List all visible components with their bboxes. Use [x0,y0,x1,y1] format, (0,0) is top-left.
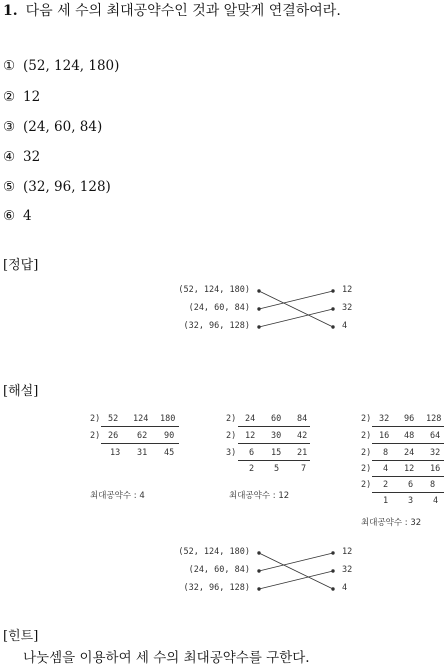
div-cell: 64 [430,431,441,441]
div-cell: 4 [433,496,439,506]
match-left-3: (32, 96, 128) [183,321,250,331]
div-cell: 15 [271,448,282,458]
div-cell: 12 [404,464,415,474]
option-text: (24, 60, 84) [23,119,103,135]
gcd-label-1: 최대공약수 : 4 [90,491,145,501]
div-cell: 21 [297,448,308,458]
div-cell: 16 [430,464,441,474]
match-dot [332,570,335,573]
div-cell: 32 [379,414,390,424]
div-cell: 13 [110,448,121,458]
match-left-1: (52, 124, 180) [178,285,250,295]
div-cell: 96 [404,414,415,424]
div-cell: 4 [383,464,389,474]
div-cell: 30 [271,431,282,441]
div-cell: 26 [108,431,119,441]
match-right-3: 4 [342,321,348,331]
div-cell: 84 [297,414,308,424]
match2-right-3: 4 [342,583,348,593]
div-cell: 31 [137,448,148,458]
option-marker: ③ [3,119,16,135]
option-text: 32 [23,149,41,165]
solution-label: [해설] [3,384,39,399]
div-cell: 24 [404,448,415,458]
div-cell: 42 [297,431,308,441]
div-cell: 45 [164,448,175,458]
div-cell: 62 [137,431,148,441]
div-cell: 3) [226,448,237,458]
div-cell: 24 [245,414,256,424]
match2-left-1: (52, 124, 180) [178,547,250,557]
match-right-2: 32 [342,303,353,313]
match-dot [332,552,335,555]
div-cell: 8 [430,480,436,490]
match2-left-2: (24, 60, 84) [188,565,250,575]
div-cell: 124 [133,414,149,424]
div-cell: 1 [383,496,389,506]
div-cell: 2) [361,464,372,474]
div-cell: 6 [408,480,414,490]
div-cell: 7 [301,464,307,474]
match-dot [332,588,335,591]
div-cell: 180 [160,414,176,424]
option-text: 4 [23,208,32,224]
option-text: (32, 96, 128) [23,179,111,195]
option-marker: ⑥ [3,208,16,224]
match-dot [258,552,261,555]
div-cell: 5 [274,464,280,474]
div-cell: 2) [226,414,237,424]
match-line-2 [259,553,333,571]
option-text: (52, 124, 180) [23,58,120,74]
div-cell: 2) [361,414,372,424]
match-right-1: 12 [342,285,353,295]
div-cell: 2) [90,431,101,441]
answer-label: [정답] [3,258,39,273]
hint-label: [힌트] [3,629,39,644]
match-line-3 [259,571,333,589]
div-cell: 6 [249,448,255,458]
hint-text: 나눗셈을 이용하여 세 수의 최대공약수를 구한다. [23,650,310,666]
div-cell: 48 [404,431,415,441]
div-cell: 32 [430,448,441,458]
div-cell: 2) [361,448,372,458]
div-cell: 2 [249,464,255,474]
option-text: 12 [23,89,41,105]
div-cell: 52 [108,414,119,424]
div-cell: 12 [245,431,256,441]
match2-right-2: 32 [342,565,353,575]
div-cell: 2) [361,480,372,490]
gcd-label-3: 최대공약수 : 32 [361,518,422,528]
div-cell: 2) [90,414,101,424]
match2-left-3: (32, 96, 128) [183,583,250,593]
div-cell: 3 [408,496,414,506]
div-cell: 2) [226,431,237,441]
question-number: 1. [3,3,18,19]
question-text: 다음 세 수의 최대공약수인 것과 알맞게 연결하여라. [25,3,341,19]
match-line-1 [259,553,333,589]
option-marker: ① [3,58,16,74]
gcd-label-2: 최대공약수 : 12 [229,491,290,501]
option-marker: ④ [3,149,16,165]
div-cell: 128 [426,414,442,424]
match-dot [258,570,261,573]
option-marker: ⑤ [3,179,16,195]
div-cell: 8 [383,448,389,458]
match2-right-1: 12 [342,547,353,557]
div-cell: 2) [361,431,372,441]
div-cell: 60 [271,414,282,424]
match-dot [258,588,261,591]
div-cell: 16 [379,431,390,441]
match-left-2: (24, 60, 84) [188,303,250,313]
div-cell: 2 [383,480,389,490]
option-marker: ② [3,89,16,105]
div-cell: 90 [164,431,175,441]
